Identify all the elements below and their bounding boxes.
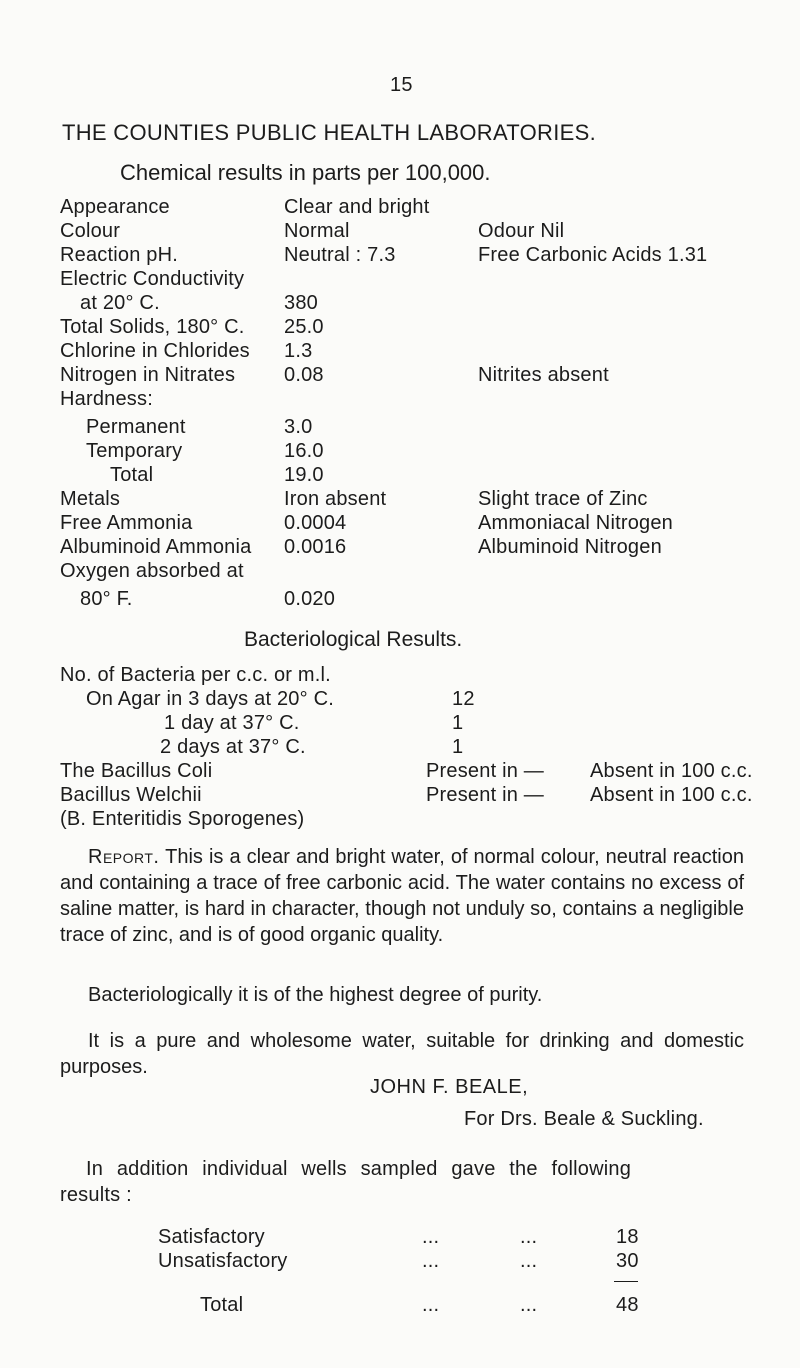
chem-label: Metals <box>60 488 121 510</box>
page-number: 15 <box>390 74 413 96</box>
chem-label: Hardness: <box>60 388 153 410</box>
count-value: 1 <box>452 736 464 758</box>
chem-value: Iron absent <box>284 488 387 510</box>
chem-note: Ammoniacal Nitrogen <box>478 512 673 534</box>
total-rule <box>614 1281 638 1282</box>
chem-label: Colour <box>60 220 121 242</box>
chem-value: Normal <box>284 220 350 242</box>
organism-absent: Absent in 100 c.c. <box>590 760 753 782</box>
count-value: 1 <box>452 712 464 734</box>
count-label: 2 days at 37° C. <box>160 736 306 758</box>
chem-label: Appearance <box>60 196 170 218</box>
wells-total-dots: ... <box>520 1294 538 1316</box>
wells-row-value: 18 <box>616 1226 639 1248</box>
chem-label: Nitrogen in Nitrates <box>60 364 236 386</box>
bacteriological-conclusion: Bacteriologically it is of the highest degree of purity. <box>88 984 543 1006</box>
organism-label: The Bacillus Coli <box>60 760 213 782</box>
chem-label: at 20° C. <box>80 292 160 314</box>
signature-name: JOHN F. BEALE, <box>370 1076 529 1098</box>
organism-label: Bacillus Welchii <box>60 784 202 806</box>
organism-absent: Absent in 100 c.c. <box>590 784 753 806</box>
chem-label: 80° F. <box>80 588 133 610</box>
report-paragraph <box>60 844 744 948</box>
chem-value: 19.0 <box>284 464 324 486</box>
chem-label: Total Solids, 180° C. <box>60 316 245 338</box>
chem-label: Reaction pH. <box>60 244 179 266</box>
bacteriological-heading: Bacteriological Results. <box>244 628 463 651</box>
chem-note: Free Carbonic Acids 1.31 <box>478 244 708 266</box>
report-text: This is a clear and bright water, of normal colour, neutral reaction and containing a trace of free carbonic acid. The water contains no excess of saline matter, is hard in character, though not unduly so, contains a negligible trace of zinc, and is of good organic quality. <box>60 846 744 946</box>
chem-label: Chlorine in Chlorides <box>60 340 250 362</box>
subtitle: Chemical results in parts per 100,000. <box>120 160 491 185</box>
chem-value: 25.0 <box>284 316 324 338</box>
page-title: THE COUNTIES PUBLIC HEALTH LABORATORIES. <box>62 120 596 145</box>
organism-present: Present in — <box>426 760 545 782</box>
organism-present: Present in — <box>426 784 545 806</box>
chem-note: Nitrites absent <box>478 364 609 386</box>
wells-row-value: 30 <box>616 1250 639 1272</box>
wells-row-dots: ... <box>520 1250 538 1272</box>
chem-value: 0.0004 <box>284 512 347 534</box>
wells-row-dots: ... <box>422 1250 440 1272</box>
chem-note: Odour Nil <box>478 220 565 242</box>
chem-label: Oxygen absorbed at <box>60 560 244 582</box>
count-label: On Agar in 3 days at 20° C. <box>86 688 334 710</box>
wells-row-label: Unsatisfactory <box>158 1250 288 1272</box>
chem-label: Free Ammonia <box>60 512 193 534</box>
signature-for: For Drs. Beale & Suckling. <box>464 1108 704 1130</box>
wells-intro-cont: results : <box>60 1184 132 1206</box>
wells-total-value: 48 <box>616 1294 639 1316</box>
chem-label: Electric Conductivity <box>60 268 245 290</box>
chem-value: Neutral : 7.3 <box>284 244 396 266</box>
final-conclusion: It is a pure and wholesome water, suitable for drinking and domestic purposes. <box>60 1030 744 1078</box>
chem-value: 0.08 <box>284 364 324 386</box>
chem-note: Slight trace of Zinc <box>478 488 648 510</box>
wells-total-dots: ... <box>422 1294 440 1316</box>
chem-label: Albuminoid Ammonia <box>60 536 252 558</box>
chem-label: Temporary <box>86 440 183 462</box>
chem-value: 1.3 <box>284 340 313 362</box>
bacteriological-footnote: (B. Enteritidis Sporogenes) <box>60 808 305 830</box>
chem-label: Total <box>110 464 154 486</box>
wells-row-dots: ... <box>422 1226 440 1248</box>
chem-value: 16.0 <box>284 440 324 462</box>
chem-note: Albuminoid Nitrogen <box>478 536 662 558</box>
wells-intro: In addition individual wells sampled gave the following <box>86 1158 632 1180</box>
count-value: 12 <box>452 688 475 710</box>
chem-value: 0.0016 <box>284 536 347 558</box>
chem-value: 380 <box>284 292 318 314</box>
count-label: 1 day at 37° C. <box>164 712 300 734</box>
bacteria-count-label: No. of Bacteria per c.c. or m.l. <box>60 664 331 686</box>
wells-row-label: Satisfactory <box>158 1226 265 1248</box>
chem-value: 0.020 <box>284 588 336 610</box>
chem-value: 3.0 <box>284 416 313 438</box>
wells-total-label: Total <box>200 1294 244 1316</box>
chem-label: Permanent <box>86 416 186 438</box>
report-lead: Report. <box>88 846 160 868</box>
wells-row-dots: ... <box>520 1226 538 1248</box>
chem-value: Clear and bright <box>284 196 430 218</box>
